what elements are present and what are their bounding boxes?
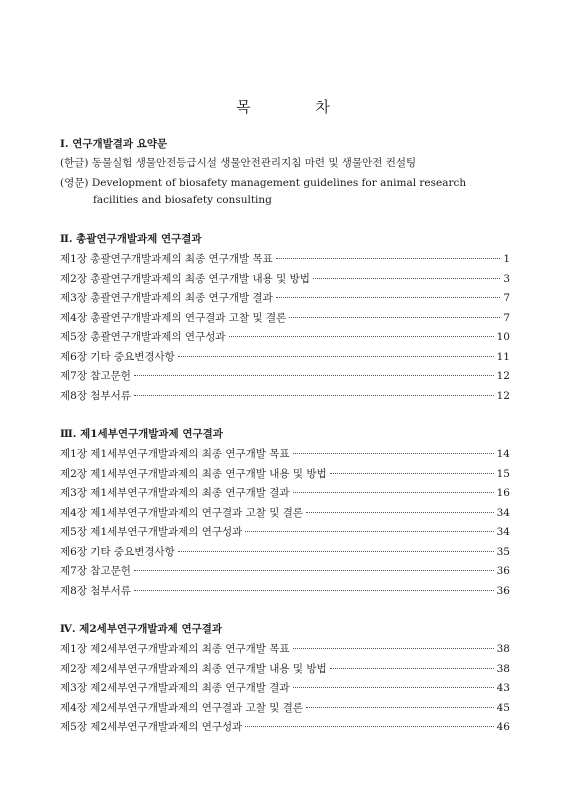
- toc-entry-page: 38: [496, 643, 510, 655]
- toc-entry-page: 10: [496, 331, 510, 343]
- summary-korean-label: (한글): [60, 157, 89, 169]
- toc-entry-title: 제3장 제2세부연구개발과제의 최종 연구개발 결과: [60, 682, 290, 694]
- toc-entry[interactable]: [60, 271, 510, 287]
- dot-leader: [306, 707, 494, 708]
- summary-korean-text: 동물실험 생물안전등급시설 생물안전관리지침 마련 및 생물안전 컨설팅: [91, 157, 417, 169]
- toc-entry-title: 제2장 제1세부연구개발과제의 최종 연구개발 내용 및 방법: [60, 467, 327, 480]
- toc-entry-page: 35: [496, 545, 510, 558]
- dot-leader: [229, 336, 494, 337]
- toc-entry-page: 3: [503, 272, 510, 285]
- toc-entry[interactable]: [60, 680, 510, 696]
- dot-leader: [330, 473, 494, 474]
- dot-leader: [178, 551, 494, 552]
- dot-leader: [293, 687, 494, 688]
- section-heading-2: Ⅱ. 총괄연구개발과제 연구결과: [60, 233, 202, 245]
- dot-leader: [313, 278, 500, 279]
- toc-entry-page: 11: [496, 350, 510, 363]
- toc-entry-page: 7: [503, 292, 510, 304]
- toc-entry-title: 제7장 참고문헌: [60, 370, 131, 382]
- toc-entry-title: 제6장 기타 중요변경사항: [60, 350, 175, 363]
- toc-entry-title: 제3장 총괄연구개발과제의 최종 연구개발 결과: [60, 292, 273, 304]
- toc-entry-title: 제4장 총괄연구개발과제의 연구결과 고찰 및 결론: [60, 311, 287, 324]
- toc-entry-page: 1: [503, 253, 510, 265]
- toc-entry-title: 제2장 제2세부연구개발과제의 최종 연구개발 내용 및 방법: [60, 662, 327, 675]
- dot-leader: [134, 590, 494, 591]
- toc-entry-title: 제5장 총괄연구개발과제의 연구성과: [60, 331, 226, 343]
- toc-entry[interactable]: [60, 563, 510, 579]
- toc-entry[interactable]: [60, 505, 510, 521]
- toc-entry-page: 14: [496, 448, 510, 460]
- toc-entry[interactable]: [60, 349, 510, 365]
- dot-leader: [293, 648, 494, 649]
- summary-english-text: Development of biosafety management guidelines for animal research: [91, 177, 467, 189]
- toc-entry-title: 제1장 제2세부연구개발과제의 최종 연구개발 목표: [60, 643, 290, 655]
- summary-korean: [60, 155, 416, 170]
- dot-leader: [330, 668, 494, 669]
- toc-entry-title: 제2장 총괄연구개발과제의 최종 연구개발 내용 및 방법: [60, 272, 310, 285]
- toc-entry-title: 제8장 첨부서류: [60, 584, 131, 597]
- toc-entry-page: 15: [496, 467, 510, 480]
- dot-leader: [178, 356, 494, 357]
- toc-entry[interactable]: [60, 368, 510, 384]
- toc-entry[interactable]: [60, 719, 510, 735]
- toc-entry[interactable]: [60, 485, 510, 501]
- toc-entry[interactable]: [60, 544, 510, 560]
- toc-entry-page: 36: [496, 584, 510, 597]
- dot-leader: [289, 317, 500, 318]
- toc-entry[interactable]: [60, 524, 510, 540]
- toc-entry[interactable]: [60, 661, 510, 677]
- toc-entry-page: 12: [496, 370, 510, 382]
- toc-entry-title: 제4장 제1세부연구개발과제의 연구결과 고찰 및 결론: [60, 506, 304, 519]
- summary-english-label: (영문): [60, 177, 89, 189]
- toc-entry-title: 제1장 제1세부연구개발과제의 최종 연구개발 목표: [60, 448, 290, 460]
- dot-leader: [293, 492, 494, 493]
- toc-entry[interactable]: [60, 310, 510, 326]
- toc-entry-title: 제4장 제2세부연구개발과제의 연구결과 고찰 및 결론: [60, 701, 304, 714]
- toc-entry-page: 45: [496, 701, 510, 714]
- toc-entry-page: 34: [496, 526, 510, 538]
- dot-leader: [293, 453, 494, 454]
- toc-entry[interactable]: [60, 388, 510, 404]
- toc-entry-page: 46: [496, 721, 510, 733]
- toc-entry-title: 제5장 제1세부연구개발과제의 연구성과: [60, 526, 243, 538]
- toc-entry-title: 제6장 기타 중요변경사항: [60, 545, 175, 558]
- toc-entry[interactable]: [60, 290, 510, 306]
- toc-entry-title: 제7장 참고문헌: [60, 565, 131, 577]
- toc-entry[interactable]: [60, 329, 510, 345]
- dot-leader: [276, 258, 501, 259]
- toc-entry-title: 제3장 제1세부연구개발과제의 최종 연구개발 결과: [60, 487, 290, 499]
- toc-entry-page: 7: [503, 311, 510, 324]
- toc-entry-title: 제8장 첨부서류: [60, 389, 131, 402]
- toc-entry[interactable]: [60, 251, 510, 267]
- toc-entry-title: 제1장 총괄연구개발과제의 최종 연구개발 목표: [60, 253, 273, 265]
- toc-entry-page: 16: [496, 487, 510, 499]
- dot-leader: [134, 570, 494, 571]
- summary-english: [60, 175, 466, 190]
- toc-entry-page: 34: [496, 506, 510, 519]
- toc-entry[interactable]: [60, 583, 510, 599]
- toc-entry-title: 제5장 제2세부연구개발과제의 연구성과: [60, 721, 243, 733]
- toc-entry[interactable]: [60, 466, 510, 482]
- dot-leader: [134, 395, 494, 396]
- dot-leader: [245, 531, 493, 532]
- toc-entry[interactable]: [60, 641, 510, 657]
- toc-entry[interactable]: [60, 700, 510, 716]
- toc-entry-page: 36: [496, 565, 510, 577]
- dot-leader: [276, 297, 501, 298]
- toc-entry[interactable]: [60, 446, 510, 462]
- page-title: 목 차: [236, 98, 360, 116]
- dot-leader: [134, 375, 494, 376]
- toc-entry-page: 43: [496, 682, 510, 694]
- toc-entry-page: 12: [496, 389, 510, 402]
- dot-leader: [245, 726, 493, 727]
- summary-english-continued: facilities and biosafety consulting: [93, 194, 272, 206]
- dot-leader: [306, 512, 494, 513]
- section-heading-3: Ⅲ. 제1세부연구개발과제 연구결과: [60, 428, 223, 440]
- section-heading-4: Ⅳ. 제2세부연구개발과제 연구결과: [60, 623, 223, 635]
- toc-entry-page: 38: [496, 662, 510, 675]
- section-heading-1: Ⅰ. 연구개발결과 요약문: [60, 138, 168, 150]
